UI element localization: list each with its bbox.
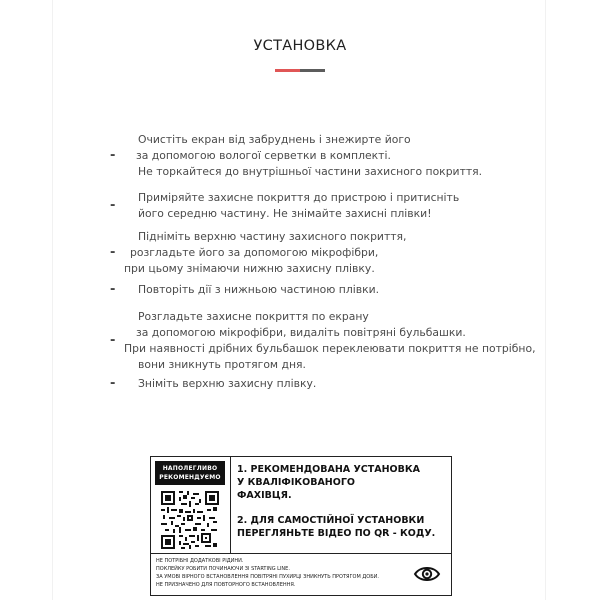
recommend-badge (155, 461, 225, 485)
step-2-line-1: Приміряйте захисне покриття до пристрою і притисніть (138, 191, 460, 204)
box-divider-vertical (230, 457, 231, 553)
step-6-line-1: Зніміть верхню захисну плівку. (138, 377, 317, 390)
step-5-line-4: вони зникнуть протягом дня. (138, 358, 306, 371)
step-1-line-3: Не торкайтеся до внутрішньої частини захисного покриття. (138, 165, 483, 178)
step-dash: - (110, 333, 116, 348)
recommendation-1-line-2: У КВАЛІФІКОВАНОГО (237, 477, 355, 488)
box-divider-horizontal (151, 553, 451, 554)
step-5-line-3: При наявності дрібних бульбашок переклеювати покриття не потрібно, (124, 342, 536, 355)
note-line-1: НЕ ПОТРІБНІ ДОДАТКОВІ РІДИНИ. (156, 558, 244, 564)
recommendation-1-line-3: ФАХІВЦЯ. (237, 490, 292, 501)
step-dash: - (110, 245, 116, 260)
page-title: УСТАНОВКА (253, 38, 347, 54)
recommendation-text (237, 463, 447, 540)
step-1-line-1: Очистіть екран від забруднень і знежирте його (138, 133, 411, 146)
step-3-line-3: при цьому знімаючи нижню захисну плівку. (124, 262, 375, 275)
fine-print-notes (156, 557, 406, 589)
step-dash: - (110, 198, 116, 213)
note-line-4: НЕ ПРИЗНАЧЕНО ДЛЯ ПОВТОРНОГО ВСТАНОВЛЕННЯ. (156, 582, 296, 588)
badge-line-1: НАПОЛЕГЛИВО (162, 465, 218, 472)
step-3-line-2: розгладьте його за допомогою мікрофібри, (130, 246, 379, 259)
page-edge-right (545, 0, 546, 600)
recommendation-2-line-1: 2. ДЛЯ САМОСТІЙНОЇ УСТАНОВКИ (237, 515, 425, 526)
step-dash: - (110, 376, 116, 391)
step-3-line-1: Підніміть верхню частину захисного покриття, (138, 230, 407, 243)
recommendation-box (150, 456, 452, 596)
note-line-3: ЗА УМОВІ ВІРНОГО ВСТАНОВЛЕННЯ ПОВІТРЯНІ ПУХИРЦІ ЗНИКНУТЬ ПРОТЯГОМ ДОБИ. (156, 574, 379, 580)
page-edge-left (52, 0, 53, 600)
badge-line-2: РЕКОМЕНДУЄМО (159, 474, 221, 481)
recommendation-1-line-1: 1. РЕКОМЕНДОВАНА УСТАНОВКА (237, 464, 420, 475)
step-dash: - (110, 282, 116, 297)
step-2-line-2: його середню частину. Не знімайте захисні плівки! (138, 207, 432, 220)
title-underline (275, 69, 325, 72)
recommendation-2-line-2: ПЕРЕГЛЯНЬТЕ ВІДЕО ПО QR - КОДУ. (237, 528, 436, 539)
title-underline-red (275, 69, 300, 72)
step-5-line-1: Розгладьте захисне покриття по екрану (138, 310, 369, 323)
note-line-2: ПОКЛЕЙКУ РОБИТИ ПОЧИНАЮЧИ ЗІ STARTING LINE. (156, 566, 290, 572)
step-1-line-2: за допомогою вологої серветки в комплекті. (136, 149, 391, 162)
step-5-line-2: за допомогою мікрофібри, видаліть повітряні бульбашки. (136, 326, 466, 339)
title-underline-gray (300, 69, 325, 72)
step-4-line-1: Повторіть дії з нижньою частиною плівки. (138, 283, 380, 296)
eye-icon (413, 562, 441, 586)
qr-code-icon[interactable] (160, 491, 220, 549)
step-dash: - (110, 148, 116, 163)
